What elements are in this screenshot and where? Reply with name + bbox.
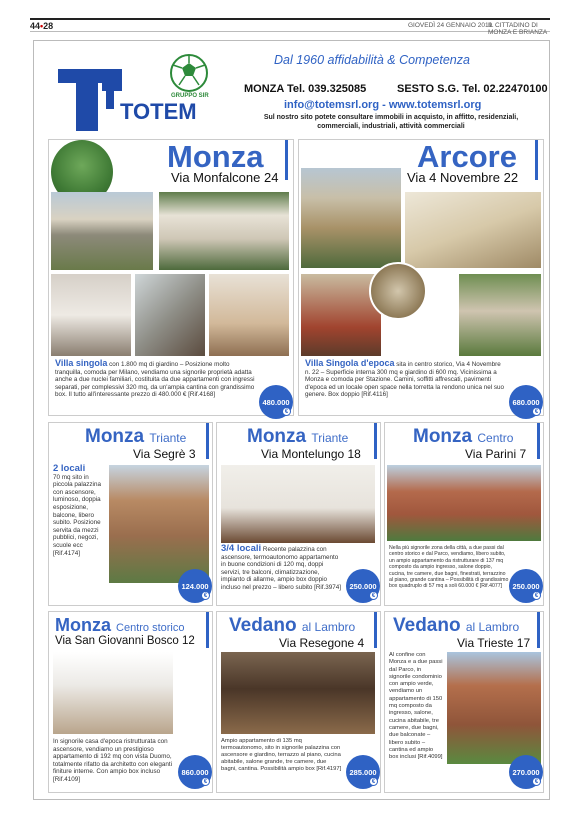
listing-description: 2 locali 70 mq sito in piccola palazzina con ascensore, luminoso, doppia esposizione, balcone, libero subito. Posizione servita da mezzi pubblici, negozi, scuole ecc [Rif.4174] [53, 463, 101, 557]
photo-villa-exterior [51, 192, 153, 270]
listing-card[interactable] [384, 422, 544, 606]
listing-city: Monza Triante [247, 426, 349, 447]
listing-city: Monza Triante [85, 426, 187, 447]
agency-header [34, 41, 549, 139]
accent-rule [206, 612, 209, 648]
accent-rule [537, 423, 540, 459]
listing-description: Villa singola con 1.800 mq di giardino – Posizione molto tranquilla, comoda per Milano, vendiamo una signorile proprietà adatta anche a due nuclei familiari, costituita da due appartamenti con ingressi separati, per complessivi 320 mq, da un'ampia cantina con grandissimo box. Il tutto all'interessante prezzo di 480.000 € [Rif.4168] [55, 358, 255, 399]
listing-card[interactable] [298, 139, 544, 416]
listing-street: Via Parini 7 [465, 447, 527, 461]
listing-city: Monza Centro storico [55, 615, 185, 635]
phone-sesto: SESTO S.G. Tel. 02.22470100 [397, 83, 548, 95]
photo-residential-building [447, 652, 541, 764]
price-badge: 680.000 [509, 385, 543, 419]
accent-rule [374, 423, 377, 459]
photo-loft-interior [53, 652, 173, 734]
listing-street: Via Monfalcone 24 [171, 170, 279, 185]
accent-rule [537, 612, 540, 648]
listing-description: Villa Singola d'epoca sita in centro storico, Via 4 Novembre n. 22 – Superficie interna 300 mq e giardino di 600 mq. Vicinissima a Monza e comoda per Stazione. Camini, soffitti affrescati, pavimenti d'epoca ed un locale open space nella torretta la rendono unica nel suo genere. Box doppio [Rif.4116] [305, 358, 504, 399]
accent-rule [206, 423, 209, 459]
listing-card[interactable] [48, 139, 294, 416]
photo-villa-facade [159, 192, 289, 270]
euro-icon: € [282, 407, 291, 416]
photo-empty-room [221, 465, 375, 543]
newspaper-name: IL CITTADINO DI MONZA E BRIANZA [488, 22, 548, 36]
price-badge: 860.000 [178, 755, 212, 789]
accent-rule [535, 140, 538, 180]
advertisement-page [33, 40, 550, 800]
listing-description: In signorile casa d'epoca ristrutturata con ascensore, vendiamo un prestigioso appartamento di 192 mq con vista Duomo, totalmente rifatto da architetto con eleganti finiture interne. Con ampio box incluso [Rif.4109] [53, 738, 173, 783]
euro-icon: € [532, 777, 541, 786]
price-badge: 124.000 [178, 569, 212, 603]
listing-description: 3/4 locali Recente palazzina con ascensore, termoautonomo appartamento in buone condizioni di 120 mq, doppi servizi, tre balconi, climatizzazione, impianto di allarme, ampio box doppio incluso nel prezzo – libero subito [Rif.3974] [221, 543, 342, 591]
listing-city: Monza [167, 139, 264, 174]
group-label: GRUPPO SIR [171, 93, 209, 99]
price-badge: 250.000 [346, 569, 380, 603]
photo-building [109, 465, 209, 583]
page-header-bar [30, 18, 550, 36]
euro-icon: € [201, 777, 210, 786]
price-badge: 250.000 [509, 569, 543, 603]
listing-city: Vedano al Lambro [393, 615, 520, 636]
photo-villa-tower [301, 168, 401, 268]
euro-icon: € [369, 591, 378, 600]
accent-rule [374, 612, 377, 648]
site-note: Sul nostro sito potete consultare immobili in acquisto, in affitto, residenziali, commerciali, industriali, attività commerciali [263, 114, 519, 130]
listing-street: Via Resegone 4 [279, 636, 365, 650]
listing-description: Ampio appartamento di 135 mq termoautonomo, sito in signorile palazzina con ascensore e giardino, terrazzo al piano, cucina abitabile, salone grande, tre camere, due bagni, cantina. Possibilità ampio box [Rif.4197] [221, 738, 342, 772]
euro-icon: € [532, 591, 541, 600]
football-logo-icon [169, 53, 209, 93]
listing-card[interactable] [216, 422, 381, 606]
price-badge: 285.000 [346, 755, 380, 789]
accent-rule [285, 140, 288, 180]
listing-card[interactable] [384, 611, 544, 793]
photo-veranda [135, 274, 205, 356]
listing-street: Via 4 Novembre 22 [407, 170, 519, 185]
listing-street: Via Trieste 17 [457, 636, 531, 650]
listing-street: Via Montelungo 18 [261, 447, 361, 461]
contact-links[interactable]: info@totemsrl.org - www.totemsrl.org [284, 99, 482, 111]
listing-city: Monza Centro [413, 426, 514, 447]
photo-frescoed-ceiling [405, 192, 541, 268]
listing-street: Via Segrè 3 [133, 447, 196, 461]
euro-icon: € [532, 407, 541, 416]
photo-bedroom [209, 274, 289, 356]
price-badge: 480.000 [259, 385, 293, 419]
euro-icon: € [201, 591, 210, 600]
photo-apartment-building [387, 465, 541, 541]
issue-date: GIOVEDÌ 24 GENNAIO 2019 [408, 22, 493, 29]
brand-name: TOTEM [120, 99, 197, 124]
listing-city: Vedano al Lambro [229, 615, 356, 636]
listing-description: Al confine con Monza e a due passi dal Parco, in signorile condominio con ampio verde, vendiamo un appartamento di 150 mq composto da ingresso, salone, cucina abitabile, tre camere, due bagni, due balconate – libero subito – cantina ed ampio box inclusi [Rif.4099] [389, 652, 443, 761]
photo-dark-interior [221, 652, 375, 734]
euro-icon: € [369, 777, 378, 786]
listing-card[interactable] [48, 611, 213, 793]
photo-garden-facade [459, 274, 541, 356]
slogan: Dal 1960 affidabilità & Competenza [274, 53, 470, 67]
listing-city: Arcore [417, 139, 517, 174]
page-number: 44•28 [30, 21, 54, 31]
phone-monza: MONZA Tel. 039.325085 [244, 83, 367, 95]
photo-tower-detail [369, 262, 427, 320]
listing-card[interactable] [216, 611, 381, 793]
price-badge: 270.000 [509, 755, 543, 789]
listing-street: Via San Giovanni Bosco 12 [55, 635, 195, 647]
listing-card[interactable] [48, 422, 213, 606]
listing-description: Nella più signorile zona della città, a due passi dal centro storico e dal Parco, vendiamo, libero subito, un ampio appartamento da ristrutturare di 137 mq composto da ampio ingresso, salone doppio, cucina, tre camere, due bagni, finestrati, terrazzino al piano, grande cantina – Possibilità di grandissimo box quadruplo di 57 mq a soli 60.000 € [Rif.4077] [389, 545, 509, 590]
photo-living-room [51, 274, 131, 356]
